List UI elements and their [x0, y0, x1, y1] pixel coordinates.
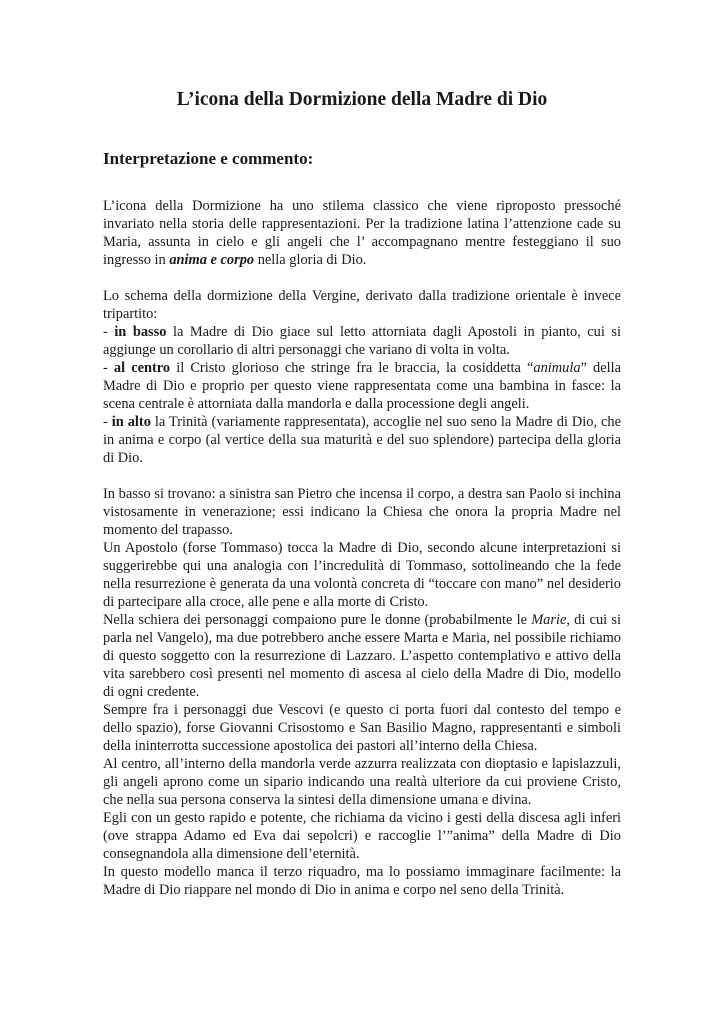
list-item-al-centro: - al centro il Cristo glorioso che stringe fra le braccia, la cosiddetta “animula” della Madre di Dio e proprio per questo viene rappresentata come una bambina in fasce: la scena centrale è attorniata dalla mandorla e dalla processione degli angeli.: [103, 360, 622, 412]
document-page: [103, 88, 621, 899]
paragraph-apostolo: Un Apostolo (forse Tommaso) tocca la Madre di Dio, secondo alcune interpretazioni si suggerirebbe qui una analogia con l’incredulità di Tommaso, sottolineando che la fede nella resurrezione è generata da una volontà concreta di “toccare con mano” nel desiderio di partecipare alla croce, alle pene e alla morte di Cristo.: [103, 540, 621, 610]
paragraph-text: L’icona della Dormizione ha uno stilema classico che viene riproposto pressoché invariato nella storia delle rappresentazioni. Per la tradizione latina l’attenzione cade su Maria, assunta in cielo e gli angeli che l’ accompagnano mentre festeggiano il suo ingresso in: [103, 198, 621, 268]
paragraph-text: nella gloria di Dio.: [254, 252, 367, 268]
paragraph-mandorla: Al centro, all’interno della mandorla verde azzurra realizzata con dioptasio e lapislazzuli, gli angeli aprono come un sipario indicando una realtà ulteriore da cui proviene Cristo, che nella sua persona conserva la sintesi della dimensione umana e divina.: [103, 756, 621, 808]
section-heading: Interpretazione e commento:: [103, 149, 314, 168]
emphasis-text: animula: [533, 360, 581, 376]
paragraph-intro: [103, 197, 621, 269]
bold-term: al centro: [113, 360, 171, 376]
paragraph-gesto: Egli con un gesto rapido e potente, che richiama da vicino i gesti della discesa agli inferi (ove strappa Adamo ed Eva dai sepolcri) e raccoglie l’”anima” della Madre di Dio consegnandola alla dimensione dell’eternità.: [103, 810, 621, 862]
paragraph-schema-intro: Lo schema della dormizione della Vergine, derivato dalla tradizione orientale è invece tripartito:: [103, 288, 621, 322]
paragraph-vescovi: Sempre fra i personaggi due Vescovi (e questo ci porta fuori dal contesto del tempo e dello spazio), forse Giovanni Crisostomo e San Basilio Magno, rappresentanti e simboli della ininterrotta successione apostolica dei pastori all’interno della Chiesa.: [103, 702, 621, 754]
paragraph-donne: Nella schiera dei personaggi compaiono pure le donne (probabilmente le Marie, di cui si parla nel Vangelo), ma due potrebbero anche essere Marta e Maria, nel possibile richiamo di questo soggetto con la resurrezione di Lazzaro. L’aspetto contemplativo e attivo della vita sarebbero così presenti nel momento di ascesa al cielo della Madre di Dio, modello di ogni credente.: [103, 612, 621, 700]
emphasis-text: Marie: [531, 612, 567, 628]
list-item-in-alto: - in alto la Trinità (variamente rappresentata), accoglie nel suo seno la Madre di Dio, che in anima e corpo (al vertice della sua maturità e del suo splendore) partecipa della gloria di Dio.: [103, 414, 622, 466]
document-title: L’icona della Dormizione della Madre di Dio: [176, 89, 548, 110]
emphasis-text: anima e corpo: [169, 252, 255, 268]
bold-term: in alto: [111, 414, 151, 430]
paragraph-in-basso: In basso si trovano: a sinistra san Pietro che incensa il corpo, a destra san Paolo si inchina vistosamente in venerazione; essi indicano la Chiesa che onora la propria Madre nel momento del trapasso.: [103, 486, 621, 538]
list-item-in-basso: - in basso la Madre di Dio giace sul letto attorniata dagli Apostoli in pianto, cui si aggiunge un corollario di altri personaggi che variano di volta in volta.: [103, 324, 621, 358]
paragraph-terzo-riquadro: In questo modello manca il terzo riquadro, ma lo possiamo immaginare facilmente: la Madre di Dio riappare nel mondo di Dio in anima e corpo nel seno della Trinità.: [103, 864, 621, 898]
bold-term: in basso: [114, 324, 167, 340]
